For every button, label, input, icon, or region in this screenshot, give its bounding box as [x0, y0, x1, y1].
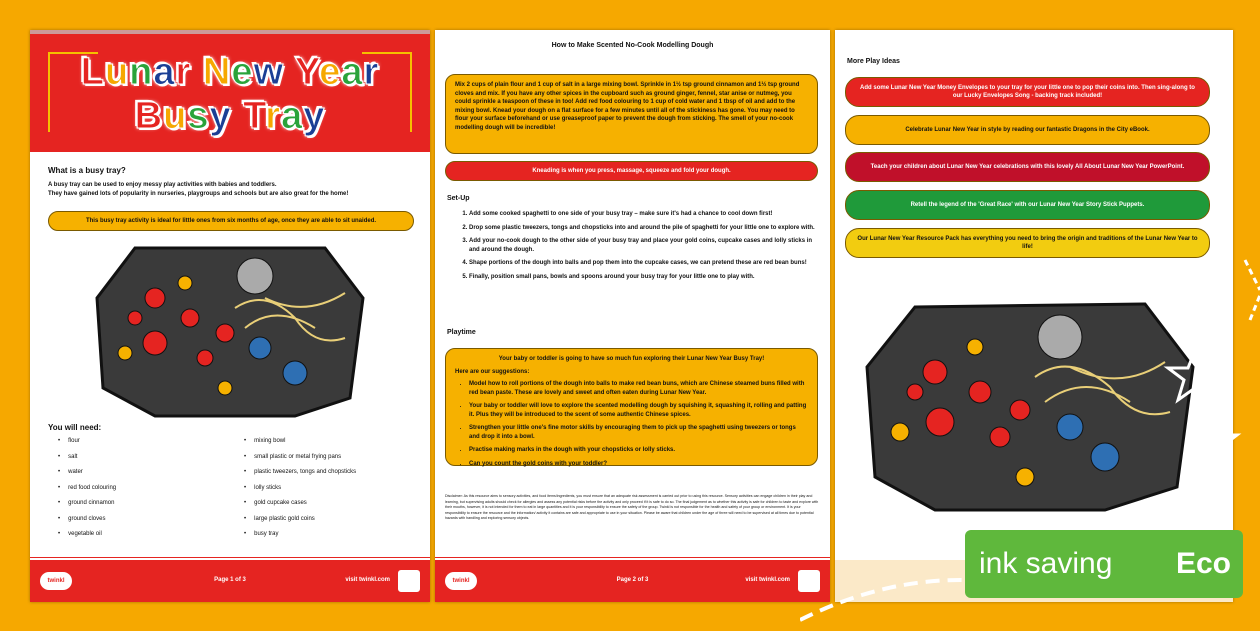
need-list-right [244, 434, 356, 543]
title-letter [191, 51, 203, 93]
need-item: • vegetable oil [58, 527, 116, 543]
recipe-box: Mix 2 cups of plain flour and 1 cup of salt in a large mixing bowl. Sprinkle in 1½ tsp ground cinnamon and 1½ tsp ground cloves and mix. If you have any other spices in the cupboard such as ground ginger, fennel, star anise or nutmeg, you could sprinkle a teaspoon of these in too! Add red food colouring to 1 cup of cold water and 1 tbsp of oil and add to the mixing bowl. Knead your dough on a flat surface for a few minutes until all of the stickiness has gone. You may need to flour your surface beforehand or use greaseproof paper to prevent the dough from sticking. The smell of your no-cook modelling dough will be incredible! [445, 74, 818, 154]
setup-heading: Set-Up [447, 195, 470, 202]
title-letter: s [187, 95, 210, 137]
page-number: Page 2 of 3 [616, 577, 649, 583]
title-letter: e [231, 51, 254, 93]
need-item: • busy tray [244, 527, 356, 543]
page-2 [435, 30, 830, 602]
title-letter: e [319, 51, 342, 93]
play-list [455, 380, 808, 468]
ink-saving-label: ink saving [979, 547, 1113, 580]
setup-step: 4. Shape portions of the dough into balls and pop them into the cupcake cases, we can pretend these are red bean buns! [469, 259, 817, 268]
play-intro: Your baby or toddler is going to have so much fun exploring their Lunar New Year Busy Tray! [498, 356, 765, 362]
play-item: • Strengthen your little one's fine motor skills by encouraging them to pick up the spaghetti using tweezers or tongs and drop it into a bowl. [469, 424, 808, 441]
title-letter: T [243, 95, 266, 137]
title-letter: a [281, 95, 304, 137]
title-letter [284, 51, 295, 93]
title-letter [232, 95, 244, 137]
idea-pill: Our Lunar New Year Resource Pack has everything you need to bring the origin and traditions of the Lunar New Year to life! [845, 228, 1210, 258]
idea-pill: Teach your children about Lunar New Year celebrations with this lovely All About Lunar New Year PowerPoint. [845, 152, 1210, 182]
page-footer [435, 558, 830, 602]
title-letter: r [175, 51, 192, 93]
playtime-heading: Playtime [447, 329, 476, 336]
busy-tray-illustration [865, 292, 1195, 512]
need-heading: You will need: [48, 423, 102, 432]
age-note: This busy tray activity is ideal for little ones from six months of age, once they are able to sit unaided. [48, 211, 414, 231]
need-item: • ground cinnamon [58, 496, 116, 512]
setup-step: 3. Add your no-cook dough to the other side of your busy tray and place your gold coins, cupcake cases and lolly sticks in and around the dough. [469, 237, 817, 254]
setup-step: 2. Drop some plastic tweezers, tongs and chopsticks into and around the pile of spaghetti for your little one to explore with. [469, 224, 817, 233]
disclaimer: Disclaimer: As this resource aims to sensory activities, and food items/ingredients, you must ensure that an adequate risk assessment is carried out prior to using this resource. Sensory activities can engage children in their play and learning, but supervising adults should check for allergies and assess any potential risks before the activity and only proceed if it is safe to do so. The final judgement as to whether this activity is safe for children to taste and explore with their mouths, however, it is not intended for them to eat in large quantities and it is your responsibility to ensure the safety of the group. Twinkl is not responsible for the health and safety of your group or environment. It is your responsibility to ensure the resource and the information/ activity it contains are safe and appropriate to use in your situation. Please be aware that children under the age of three will need to be supervised at all times due to potential hazards with handling and exploring sensory objects. [445, 494, 819, 520]
play-item: • Can you count the gold coins with your toddler? [469, 460, 808, 469]
what-text-1: A busy tray can be used to enjoy messy play activities with babies and toddlers. [48, 182, 277, 188]
page-number: Page 1 of 3 [214, 577, 246, 583]
play-item: • Practise making marks in the dough with your chopsticks or lolly sticks. [469, 446, 808, 455]
play-item: • Model how to roll portions of the dough into balls to make red bean buns, which are Chinese steamed buns filled with red bean paste. These are lovely and sweet and often eaten during Lunar New Year. [469, 380, 808, 397]
title-banner [30, 30, 430, 152]
ink-saving-badge [965, 530, 1243, 598]
need-item: • salt [58, 450, 116, 466]
eco-label: Eco [1175, 547, 1231, 580]
setup-list [447, 210, 817, 286]
play-sub: Here are our suggestions: [455, 368, 530, 375]
page-1 [30, 30, 430, 602]
recipe-heading: How to Make Scented No-Cook Modelling Dough [551, 42, 714, 49]
page-footer [30, 558, 430, 602]
title-line-1 [30, 52, 430, 92]
play-item: • Your baby or toddler will love to explore the scented modelling dough by squishing it, squashing it, rolling and patting it. Plus they will be introduced to the scent of some authentic Chinese spices. [469, 402, 808, 419]
title-letter: B [134, 95, 164, 137]
star-decoration-icon [1150, 240, 1260, 500]
title-letter: L [80, 51, 105, 93]
idea-pill: Celebrate Lunar New Year in style by reading our fantastic Dragons in the City eBook. [845, 115, 1210, 145]
title-letter: u [163, 95, 188, 137]
busy-tray-illustration [95, 238, 365, 418]
title-letter: y [303, 95, 326, 137]
title-letter: a [341, 51, 364, 93]
what-text-2: They have gained lots of popularity in nurseries, playgroups and schools but are also great for the home! [48, 191, 349, 197]
more-ideas-heading: More Play Ideas [847, 58, 900, 65]
title-letter: N [202, 51, 232, 93]
title-letter: a [153, 51, 176, 93]
need-item: • small plastic or metal frying pans [244, 450, 356, 466]
twinkl-logo: twinkl [445, 572, 477, 590]
site-link[interactable]: visit twinkl.com [745, 577, 790, 583]
need-item: • plastic tweezers, tongs and chopsticks [244, 465, 356, 481]
title-letter: u [104, 51, 130, 93]
title-letter: r [363, 51, 380, 93]
need-item: • ground cloves [58, 512, 116, 528]
setup-step: 5. Finally, position small pans, bowls and spoons around your busy tray for your little one to play with. [469, 273, 817, 282]
quality-seal-icon [398, 570, 420, 592]
playtime-box [445, 348, 818, 466]
twinkl-logo: twinkl [40, 572, 72, 590]
need-item: • water [58, 465, 116, 481]
site-link[interactable]: visit twinkl.com [345, 577, 390, 583]
idea-pill: Add some Lunar New Year Money Envelopes to your tray for your little one to pop their coins into. Then sing-along to our Lucky Envelopes Song - backing track included! [845, 77, 1210, 107]
what-heading: What is a busy tray? [48, 166, 126, 175]
need-list-left [58, 434, 116, 543]
title-letter: w [253, 51, 285, 93]
need-item: • mixing bowl [244, 434, 356, 450]
title-line-2 [30, 96, 430, 136]
kneading-note: Kneading is when you press, massage, squeeze and fold your dough. [445, 161, 818, 181]
need-item: • lolly sticks [244, 481, 356, 497]
need-item: • flour [58, 434, 116, 450]
setup-step: 1. Add some cooked spaghetti to one side of your busy tray – make sure it's had a chance to cool down first! [469, 210, 817, 219]
idea-pill: Retell the legend of the 'Great Race' with our Lunar New Year Story Stick Puppets. [845, 190, 1210, 220]
title-letter: r [265, 95, 282, 137]
title-letter: y [209, 95, 232, 137]
need-item: • gold cupcake cases [244, 496, 356, 512]
need-item: • red food colouring [58, 481, 116, 497]
need-item: • large plastic gold coins [244, 512, 356, 528]
title-letter: Y [294, 51, 320, 93]
title-letter: n [129, 51, 154, 93]
